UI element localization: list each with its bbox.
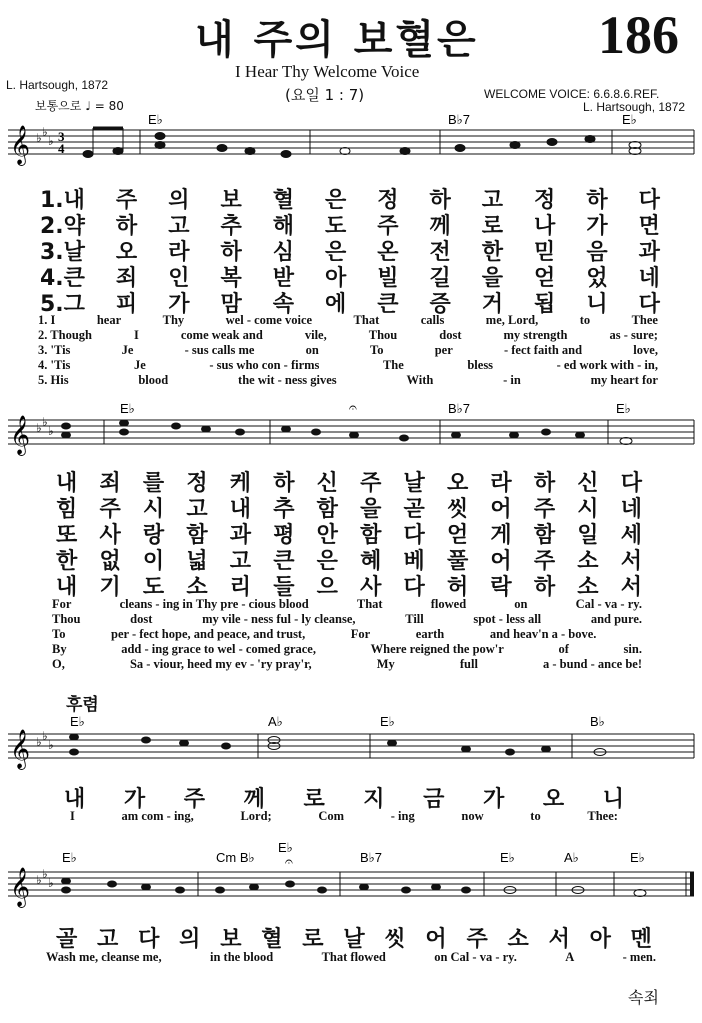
chord-symbol: A♭	[564, 850, 579, 865]
lyric-word: I	[133, 328, 139, 342]
syllable: 서	[620, 549, 642, 574]
verse-line-en	[52, 627, 642, 642]
verse-line-en	[38, 343, 658, 358]
svg-text:♭: ♭	[48, 424, 54, 438]
syllable: 고	[186, 497, 208, 522]
syllable: 리	[229, 575, 252, 600]
syllable: 었	[586, 266, 608, 291]
lyric-word: Thou	[52, 612, 81, 626]
syllable: 큰	[273, 549, 295, 574]
syllable: 과	[638, 240, 660, 265]
lyric-word: dost	[130, 612, 153, 626]
syllable: 받	[272, 266, 294, 291]
syllable: 로	[303, 787, 325, 812]
syllable: 혈	[261, 927, 283, 952]
syllable: 니	[602, 787, 624, 812]
chord-symbol: B♭7	[448, 401, 471, 416]
verse-line-en	[38, 358, 658, 373]
syllable: 오	[446, 471, 469, 496]
chord-symbol: E♭	[380, 714, 395, 729]
syllable: 힘	[56, 497, 78, 522]
lyric-word: sin.	[623, 642, 642, 656]
syllable: 심	[272, 240, 294, 265]
syllable: 사	[99, 523, 121, 548]
syllable: 은	[324, 240, 347, 265]
syllable: 네	[620, 497, 642, 522]
syllable: 주	[533, 549, 556, 574]
lyric-word: A	[565, 950, 575, 964]
syllable: 증	[429, 292, 451, 317]
chord-symbol: E♭	[622, 112, 637, 127]
tempo-text: 보통으로	[35, 99, 82, 113]
chord-symbol: Cm B♭	[216, 850, 255, 865]
syllable: 의	[168, 188, 190, 213]
lyric-word: Thee:	[587, 809, 618, 823]
syllable: 하	[586, 188, 608, 213]
syllable: 추	[220, 214, 242, 239]
lyric-word: hear	[96, 313, 122, 327]
syllable: 넓	[186, 549, 208, 574]
syllable: 은	[316, 549, 338, 574]
lyric-word: on	[305, 343, 319, 357]
syllable: 2.약	[40, 214, 85, 239]
fermata-icon: 𝄐	[285, 854, 293, 870]
lyric-word: of	[558, 642, 569, 656]
treble-clef-icon: 𝄞	[10, 125, 31, 165]
lyric-word: flowed	[430, 597, 467, 611]
svg-text:♭: ♭	[42, 415, 48, 429]
lyric-word: cleans - ing in Thy pre - cious blood	[119, 597, 309, 611]
svg-text:♭: ♭	[42, 867, 48, 881]
syllable: 로	[481, 214, 504, 239]
treble-clef-icon: 𝄞	[10, 867, 31, 907]
chord-symbol: E♭	[616, 401, 631, 416]
syllable: 안	[316, 523, 338, 548]
syllable: 나	[534, 214, 556, 239]
category-label: 속죄	[628, 988, 659, 1007]
syllable: 3.날	[40, 240, 85, 265]
lyric-word: That flowed	[321, 950, 386, 964]
svg-text:4: 4	[58, 141, 65, 156]
syllable: 게	[490, 523, 512, 548]
syllable: 께	[243, 787, 265, 812]
syllable: 라	[168, 240, 190, 265]
lyric-word: come weak and	[180, 328, 263, 342]
syllable: 고	[229, 549, 252, 574]
lyric-word: love,	[633, 343, 658, 357]
syllable: 주	[115, 188, 138, 213]
syllable: 혈	[272, 188, 294, 213]
lyric-word: By	[52, 642, 67, 656]
syllable: 혜	[360, 549, 382, 574]
chord-symbol: E♭	[70, 714, 85, 729]
hymn-number: 186	[598, 5, 679, 65]
hymn-title-korean: 내 주의 보혈은	[195, 17, 479, 63]
lyric-word: my heart for	[590, 373, 658, 387]
syllable: 주	[183, 787, 205, 812]
verse-line-en	[52, 597, 642, 612]
syllable: 베	[403, 549, 425, 574]
lyric-word: and pure.	[590, 612, 642, 626]
chord-symbol: B♭7	[360, 850, 383, 865]
lyric-word: blood	[138, 373, 169, 387]
syllable: 신	[577, 471, 599, 496]
lyric-word: Lord;	[240, 809, 272, 823]
lyric-word: - sus calls me	[184, 343, 255, 357]
tune-meter: WELCOME VOICE: 6.6.8.6.REF.	[484, 87, 660, 101]
hymn-title-english: I Hear Thy Welcome Voice	[235, 62, 420, 81]
svg-text:3: 3	[58, 129, 65, 144]
lyric-word: Thy	[162, 313, 185, 327]
lyric-word: - fect faith and	[503, 343, 583, 357]
lyric-word: a - bund - ance be!	[543, 657, 642, 671]
syllable: 들	[273, 575, 295, 600]
syllable: 도	[324, 214, 347, 239]
lyric-word: per	[434, 343, 453, 357]
refrain-label: 후렴	[66, 695, 99, 715]
chord-symbol: B♭	[590, 714, 605, 729]
lyric-word: 2. Though	[38, 328, 92, 342]
lyric-word: Where reigned the pow'r	[370, 642, 504, 656]
lyric-word: spot - less all	[473, 612, 542, 626]
syllable: 가	[168, 292, 190, 317]
syllable: 을	[360, 497, 382, 522]
lyric-word: - ed work with - in,	[556, 358, 658, 372]
syllable: 보	[220, 188, 242, 213]
svg-text:♭: ♭	[36, 873, 42, 887]
svg-text:♭: ♭	[36, 421, 42, 435]
syllable: 날	[403, 471, 425, 496]
lyric-word: am com - ing,	[121, 809, 194, 823]
scripture-reference: (요일 1 : 7)	[285, 86, 365, 104]
syllable: 죄	[99, 471, 121, 496]
chord-symbol: E♭	[500, 850, 515, 865]
treble-clef-icon: 𝄞	[10, 415, 31, 455]
syllable: 금	[423, 787, 445, 812]
syllable: 이	[142, 549, 165, 574]
syllable: 아	[589, 927, 611, 952]
lyric-word: To	[52, 627, 66, 641]
lyric-word: Sa - viour, heed my ev - 'ry pray'r,	[129, 657, 312, 671]
syllable: 고	[168, 214, 190, 239]
syllable: 도	[142, 575, 165, 600]
syllable: 죄	[115, 266, 138, 291]
lyric-word: For	[350, 627, 371, 641]
syllable: 으	[316, 575, 338, 600]
lyric-word: - men.	[622, 950, 656, 964]
syllable: 지	[363, 787, 385, 812]
lyric-word: now	[461, 809, 484, 823]
author-credit: L. Hartsough, 1872	[583, 100, 686, 114]
syllable: 락	[490, 575, 512, 600]
syllable: 주	[360, 471, 382, 496]
lyric-word: - ing	[390, 809, 415, 823]
syllable: 오	[115, 240, 138, 265]
syllable: 얻	[534, 266, 556, 291]
syllable: 니	[586, 292, 608, 317]
staff-system-1	[0, 112, 702, 172]
syllable: 세	[620, 523, 642, 548]
syllable: 없	[99, 549, 121, 574]
syllable: 하	[220, 240, 242, 265]
syllable: 다	[638, 292, 660, 317]
syllable: 서	[620, 575, 642, 600]
verse-line-en	[52, 612, 642, 627]
lyric-word: Je	[133, 358, 146, 372]
lyric-word: O,	[52, 657, 65, 671]
lyric-word: to	[579, 313, 591, 327]
svg-text:♭: ♭	[36, 735, 42, 749]
syllable: 거	[481, 292, 504, 317]
syllable: 함	[186, 523, 208, 548]
syllable: 소	[577, 549, 599, 574]
syllable: 허	[446, 575, 469, 600]
lyric-word: as - sure;	[609, 328, 658, 342]
verse-line-en	[38, 328, 658, 343]
svg-text:♭: ♭	[48, 134, 54, 148]
lyric-word: Till	[405, 612, 424, 626]
syllable: 가	[586, 214, 608, 239]
syllable: 씻	[446, 497, 469, 522]
lyric-word: vile,	[304, 328, 327, 342]
syllable: 주	[377, 214, 399, 239]
chord-symbol: E♭	[148, 112, 163, 127]
syllable: 길	[429, 266, 451, 291]
syllable: 함	[360, 523, 382, 548]
svg-text:♭: ♭	[48, 876, 54, 890]
staff-system-4	[0, 842, 702, 917]
syllable: 가	[123, 787, 146, 812]
syllable: 께	[429, 214, 451, 239]
lyric-word: I	[70, 809, 75, 823]
lyric-word: Com	[318, 809, 345, 823]
syllable: 고	[481, 188, 504, 213]
lyric-word: bless	[467, 358, 494, 372]
syllable: 씻	[384, 927, 406, 952]
syllable: 4.큰	[40, 266, 85, 291]
syllable: 추	[273, 497, 295, 522]
verse-line-en	[52, 642, 642, 657]
lyric-word: 4. 'Tis	[38, 358, 71, 372]
syllable: 주	[99, 497, 121, 522]
lyric-word: That	[356, 597, 383, 611]
syllable: 내	[56, 575, 78, 600]
syllable: 어	[490, 497, 512, 522]
refrain-line-ko	[56, 922, 652, 953]
chord-symbol: E♭	[62, 850, 77, 865]
lyric-word: my vile - ness ful - ly cleanse,	[202, 612, 356, 626]
syllable: 어	[490, 549, 512, 574]
lyric-word: full	[459, 657, 478, 671]
lyric-word: For	[52, 597, 72, 611]
lyric-word: To	[370, 343, 384, 357]
lyric-word: That	[353, 313, 380, 327]
lyric-word: in the blood	[209, 950, 274, 964]
syllable: 또	[56, 523, 78, 548]
syllable: 날	[343, 927, 365, 952]
verse-line-en	[38, 313, 658, 328]
syllable: 하	[273, 471, 295, 496]
syllable: 다	[138, 927, 160, 952]
syllable: 어	[425, 927, 447, 952]
syllable: 은	[324, 188, 347, 213]
syllable: 면	[638, 214, 660, 239]
syllable: 함	[316, 497, 338, 522]
syllable: 평	[273, 523, 295, 548]
syllable: 풀	[446, 549, 469, 574]
lyric-word: and heav'n a - bove.	[489, 627, 597, 641]
tempo-value: = 80	[94, 99, 124, 113]
staff-system-3	[0, 712, 702, 777]
composer-credit: L. Hartsough, 1872	[6, 78, 109, 92]
chord-symbol: E♭	[630, 850, 645, 865]
syllable: 신	[316, 471, 338, 496]
lyric-word: Thou	[368, 328, 398, 342]
lyric-word: - sus who con - firms	[209, 358, 320, 372]
syllable: 의	[179, 927, 201, 952]
syllable: 정	[377, 188, 399, 213]
syllable: 1.내	[40, 188, 85, 213]
lyric-word: on	[514, 597, 528, 611]
syllable: 하	[533, 575, 556, 600]
lyric-word: With	[406, 373, 434, 387]
lyric-word: Wash me, cleanse me,	[46, 950, 162, 964]
chord-symbol: E♭	[120, 401, 135, 416]
chord-symbol: A♭	[268, 714, 283, 729]
syllable: 한	[481, 240, 504, 265]
fermata-icon: 𝄐	[349, 400, 357, 416]
syllable: 랑	[142, 523, 165, 548]
syllable: 를	[142, 471, 165, 496]
lyric-word: My	[376, 657, 395, 671]
syllable: 정	[186, 471, 208, 496]
syllable: 멘	[630, 927, 652, 952]
syllable: 가	[483, 787, 505, 812]
svg-text:♭: ♭	[42, 125, 48, 139]
syllable: 소	[577, 575, 599, 600]
svg-text:♭: ♭	[48, 738, 54, 752]
treble-clef-icon: 𝄞	[10, 729, 31, 769]
syllable: 큰	[377, 292, 399, 317]
syllable: 라	[490, 471, 512, 496]
syllable: 믿	[534, 240, 556, 265]
verse-line-en	[52, 657, 642, 672]
syllable: 인	[168, 266, 190, 291]
syllable: 곧	[403, 497, 425, 522]
syllable: 내	[64, 787, 86, 812]
syllable: 기	[99, 575, 121, 600]
lyric-word: per - fect hope, and peace, and trust,	[111, 627, 306, 641]
lyric-word: Je	[121, 343, 134, 357]
syllable: 복	[220, 266, 242, 291]
syllable: 하	[429, 188, 451, 213]
syllable: 내	[56, 471, 78, 496]
syllable: 사	[360, 575, 382, 600]
quarter-note-icon: ♩	[85, 99, 91, 113]
syllable: 시	[142, 497, 165, 522]
syllable: 5.그	[40, 292, 85, 317]
syllable: 보	[220, 927, 242, 952]
lyric-word: to	[530, 809, 541, 823]
chord-symbol: E♭	[278, 842, 293, 855]
chord-symbol: B♭7	[448, 112, 471, 127]
syllable: 일	[577, 523, 599, 548]
syllable: 온	[377, 240, 399, 265]
syllable: 얻	[446, 523, 469, 548]
syllable: 하	[533, 471, 556, 496]
lyric-word: - in	[503, 373, 521, 387]
syllable: 골	[56, 927, 78, 952]
syllable: 네	[638, 266, 660, 291]
svg-text:♭: ♭	[42, 729, 48, 743]
syllable: 서	[548, 927, 570, 952]
syllable: 소	[186, 575, 208, 600]
refrain-line-en	[70, 809, 618, 824]
syllable: 시	[577, 497, 599, 522]
syllable: 하	[115, 214, 138, 239]
syllable: 한	[56, 549, 78, 574]
syllable: 다	[403, 575, 425, 600]
lyric-word: wel - come voice	[225, 313, 313, 327]
syllable: 과	[229, 523, 252, 548]
lyric-word: add - ing grace to wel - comed grace,	[121, 642, 316, 656]
syllable: 빌	[377, 266, 399, 291]
syllable: 케	[229, 471, 252, 496]
svg-text:♭: ♭	[36, 131, 42, 145]
lyric-word: on Cal - va - ry.	[434, 950, 517, 964]
lyric-word: dost	[439, 328, 462, 342]
refrain-line-en	[46, 950, 656, 965]
lyric-word: Cal - va - ry.	[575, 597, 642, 611]
syllable: 함	[533, 523, 556, 548]
syllable: 다	[403, 523, 425, 548]
syllable: 피	[115, 292, 138, 317]
syllable: 내	[229, 497, 252, 522]
lyric-word: 1. I	[38, 313, 56, 327]
syllable: 맘	[220, 292, 242, 317]
syllable: 고	[97, 927, 119, 952]
lyric-word: me, Lord,	[485, 313, 539, 327]
syllable: 다	[620, 471, 642, 496]
staff-system-2	[0, 398, 702, 463]
syllable: 다	[638, 188, 660, 213]
syllable: 아	[324, 266, 347, 291]
syllable: 오	[542, 787, 565, 812]
syllable: 소	[507, 927, 529, 952]
lyric-word: my strength	[503, 328, 568, 342]
verse-line-en	[38, 373, 658, 388]
syllable: 전	[429, 240, 451, 265]
syllable: 주	[533, 497, 556, 522]
lyric-word: Thee	[631, 313, 658, 327]
syllable: 주	[466, 927, 488, 952]
lyric-word: 5. His	[38, 373, 69, 387]
lyric-word: The	[382, 358, 404, 372]
syllable: 속	[272, 292, 294, 317]
syllable: 로	[302, 927, 324, 952]
syllable: 정	[534, 188, 556, 213]
syllable: 음	[586, 240, 608, 265]
lyric-word: earth	[415, 627, 445, 641]
lyric-word: calls	[420, 313, 445, 327]
syllable: 에	[324, 292, 347, 317]
syllable: 해	[272, 214, 294, 239]
syllable: 을	[481, 266, 504, 291]
lyric-word: 3. 'Tis	[38, 343, 71, 357]
syllable: 됩	[534, 292, 556, 317]
lyric-word: the wit - ness gives	[238, 373, 337, 387]
